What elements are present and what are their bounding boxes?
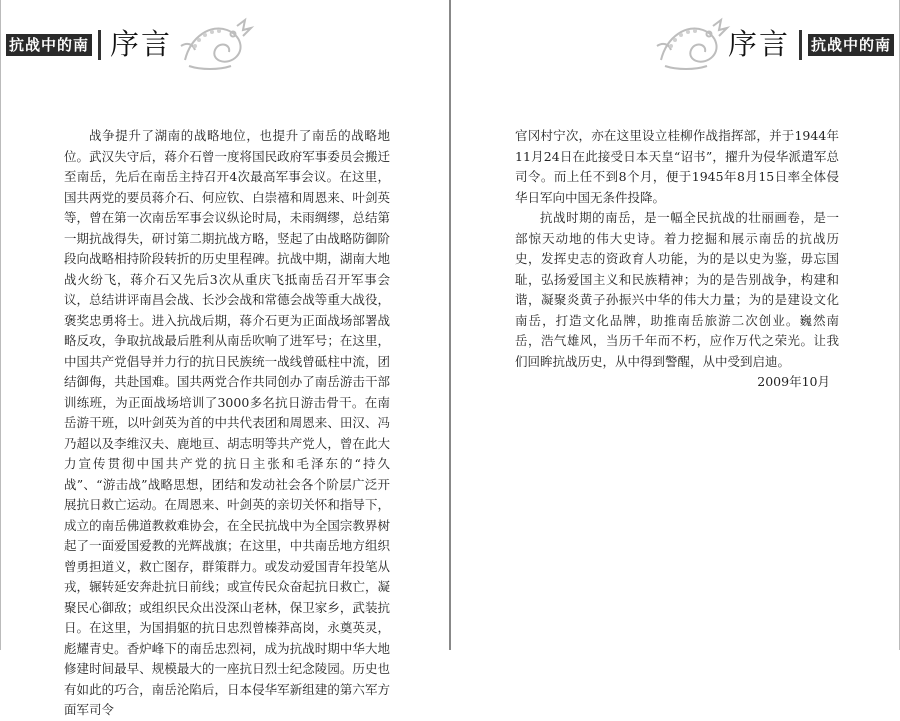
- dragon-ornament-icon: [651, 16, 731, 74]
- page-edge: [0, 0, 1, 650]
- preface-date: 2009年10月: [757, 374, 830, 389]
- left-page: [0, 0, 449, 717]
- right-page: [451, 0, 900, 650]
- paragraph: 官冈村宁次，亦在这里设立桂柳作战指挥部，并于1944年11月24日在此接受日本天皇“诏书”，擢升为侵华派遣军总司令。而上任不到8个月，便于1945年8月15日率全体侵华日军向中国无条件投降。: [515, 128, 839, 205]
- paragraph: 战争提升了湖南的战略地位，也提升了南岳的战略地位。武汉失守后，蒋介石曾一度将国民政府军事委员会搬迁至南岳，先后在南岳主持召开4次最高军事会议。在这里，国共两党的要员蒋介石、何应钦、白崇禧和周恩来、叶剑英等，曾在第一次南岳军事会议纵论时局，未雨绸缪，总结第一期抗战得失，研讨第二期抗战方略，竖起了由战略防御阶段向战略相持阶段转折的历史里程碑。抗战中期，湖南大地战火纷飞，蒋介石又先后3次从重庆飞抵南岳召开军事会议，总结讲评南昌会战、长沙会战和常德会战等重大战役，褒奖忠勇将士。进入抗战后期，蒋介石更为正面战场部署战略反攻，争取抗战最后胜利从南岳吹响了进军号；在这里，中国共产党倡导并力行的抗日民族统一战线曾砥柱中流，团结御侮，共赴国难。国共两党合作共同创办了南岳游击干部训练班，为正面战场培训了3000多名抗日游击骨干。在南岳游干班，以叶剑英为首的中共代表团和周恩来、田汉、冯乃超以及李维汉夫、鹿地亘、胡志明等共产党人，曾在此大力宣传贯彻中国共产党的抗日主张和毛泽东的“持久战”、“游击战”战略思想，团结和发动社会各个阶层广泛开展抗日救亡运动。在周恩来、叶剑英的亲切关怀和指导下，成立的南岳佛道教救难协会，在全民抗战中为全国宗教界树起了一面爱国爱教的光辉战旗；在这里，中共南岳地方组织曾勇担道义，救亡图存，群策群力。或发动爱国青年投笔从戎，辗转延安奔赴抗日前线；或宣传民众奋起抗日救亡，凝聚民心御敌；或组织民众出没深山老林，保卫家乡，武装抗日。在这里，为国捐躯的抗日忠烈曾榛莽高岗，永奠英灵，彪耀青史。香炉峰下的南岳忠烈祠，成为抗战时期中华大地修建时间最早、规模最大的一座抗日烈士纪念陵园。历史也有如此的巧合，南岳沦陷后，日本侵华军新组建的第六军方面军司令: [64, 128, 390, 717]
- header-divider: [98, 30, 101, 60]
- preface-text-left: [64, 126, 390, 721]
- dragon-ornament-icon: [175, 16, 255, 74]
- book-title-label: 抗战中的南岳: [6, 34, 92, 56]
- header-divider: [799, 30, 802, 60]
- paragraph: 抗战时期的南岳，是一幅全民抗战的壮丽画卷，是一部惊天动地的伟大史诗。着力挖掘和展示南岳的抗战历史，发挥史志的资政育人功能，为的是以史为鉴，毋忘国耻，弘扬爱国主义和民族精神；为的是告别战争，构建和谐，凝聚炎黄子孙振兴中华的伟大力量；为的是建设文化南岳，打造文化品牌，助推南岳旅游二次创业。巍然南岳，浩气雄风，当历千年而不朽，应作万代之荣光。让我们回眸抗战历史，从中得到警醒，从中受到启迪。: [515, 210, 839, 369]
- book-title-label: 抗战中的南岳: [808, 34, 894, 56]
- section-title: 序言: [727, 27, 790, 61]
- preface-text-right: [515, 126, 839, 372]
- section-title: 序言: [110, 27, 173, 61]
